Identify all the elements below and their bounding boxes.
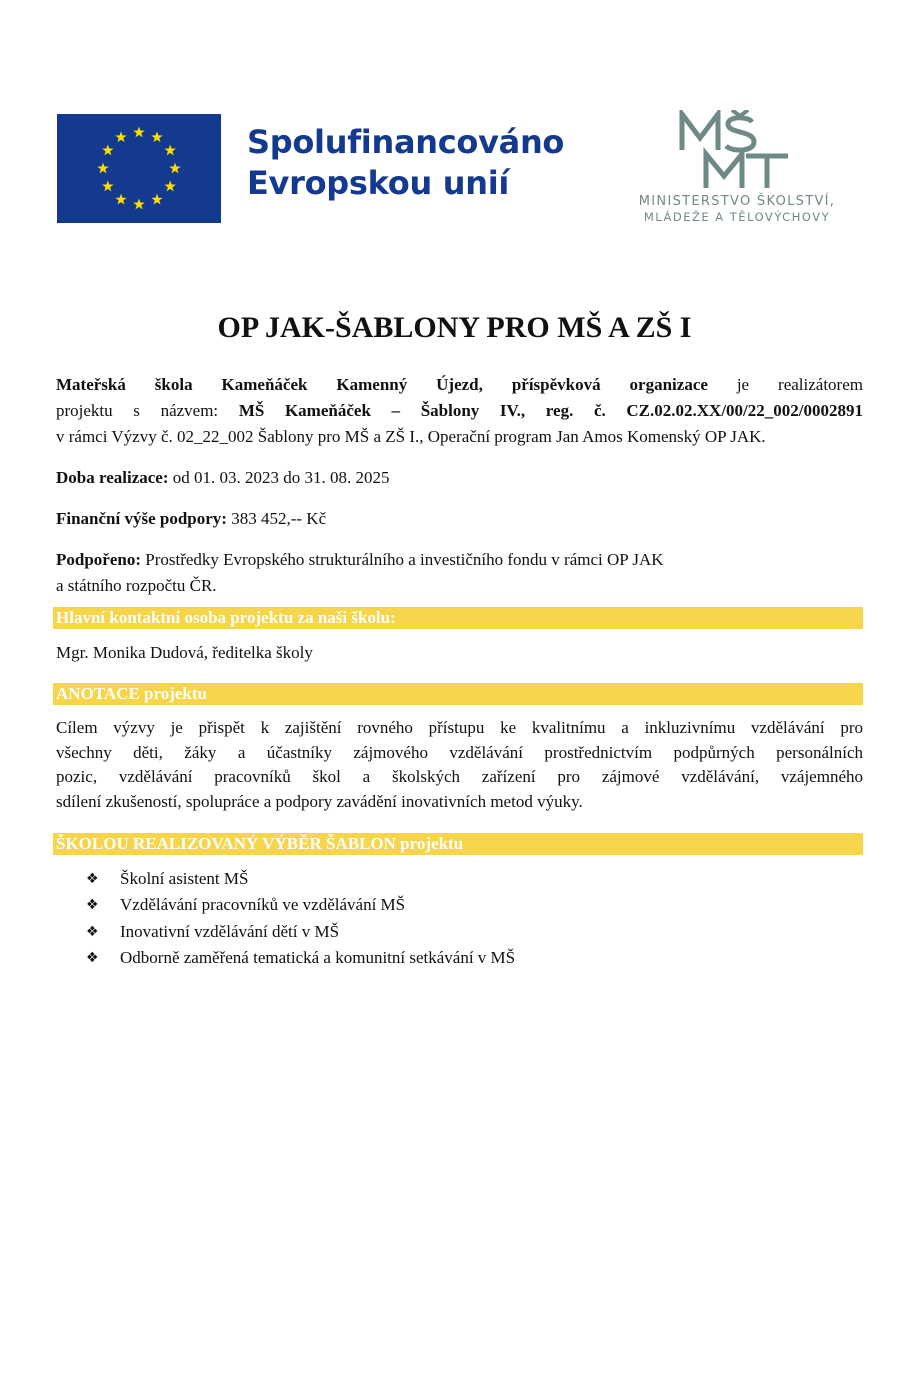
anotace-line: sdílení zkušeností, spolupráce a podpory zavádění inovativních metod výuky. bbox=[56, 791, 583, 811]
school-name: Mateřská škola Kameňáček Kamenný Újezd, příspěvková organizace bbox=[56, 375, 708, 394]
anotace-line: všechny děti, žáky a účastníky zájmového vzdělávání prostřednictvím podpůrných personálních bbox=[56, 742, 863, 762]
eu-text-line1: Spolufinancováno bbox=[247, 123, 565, 161]
list-item bbox=[86, 866, 515, 892]
list-item-label: Odborně zaměřená tematická a komunitní setkávání v MŠ bbox=[120, 947, 516, 967]
doba-value: od 01. 03. 2023 do 31. 08. 2025 bbox=[168, 468, 390, 487]
intro-text-2: projektu s názvem: bbox=[56, 401, 239, 420]
eu-star-icon bbox=[151, 194, 162, 205]
kontakt-heading: Hlavní kontaktní osoba projektu za naši školu: bbox=[53, 607, 863, 629]
eu-star-icon bbox=[164, 145, 175, 156]
kontakt-person: Mgr. Monika Dudová, ředitelka školy bbox=[56, 643, 313, 662]
msmt-name-line1: MINISTERSTVO ŠKOLSTVÍ, bbox=[638, 194, 836, 209]
anotace-line: pozic, vzdělávání pracovníků škol a školských zařízení pro zájmové vzdělávání, vzájemného bbox=[56, 767, 863, 786]
list-item-label: Vzdělávání pracovníků ve vzdělávání MŠ bbox=[120, 895, 406, 915]
page-title: OP JAK-ŠABLONY PRO MŠ A ZŠ I bbox=[217, 311, 692, 344]
diamond-bullet-icon: ❖ bbox=[86, 871, 99, 887]
podporeno-label: Podpořeno: bbox=[56, 550, 141, 569]
diamond-bullet-icon: ❖ bbox=[86, 897, 99, 914]
sablony-list bbox=[86, 866, 515, 971]
financni-value: 383 452,-- Kč bbox=[226, 509, 327, 528]
msmt-name-line2: MLÁDEŽE A TĚLOVÝCHOVY bbox=[643, 210, 831, 224]
list-item bbox=[86, 919, 515, 945]
anotace-heading: ANOTACE projektu bbox=[53, 683, 863, 705]
list-item bbox=[86, 945, 515, 971]
podporeno-value-1: Prostředky Evropského strukturálního a investičního fondu v rámci OP JAK bbox=[141, 550, 664, 569]
eu-text-line2: Evropskou unií bbox=[247, 164, 510, 202]
eu-star-icon bbox=[115, 131, 126, 142]
intro-text-3: v rámci Výzvy č. 02_22_002 Šablony pro MŠ a ZŠ I., Operační program Jan Amos Komenský OP JAK. bbox=[56, 427, 766, 446]
eu-star-icon bbox=[133, 199, 144, 210]
eu-star-icon bbox=[133, 127, 144, 138]
msmt-monogram-icon bbox=[676, 110, 796, 190]
msmt-logo bbox=[612, 110, 862, 230]
eu-star-icon bbox=[115, 194, 126, 205]
intro-text-1: je realizátorem bbox=[707, 375, 863, 394]
doba-realizace bbox=[56, 465, 863, 491]
list-item-label: Školní asistent MŠ bbox=[120, 869, 249, 888]
podporeno bbox=[56, 547, 863, 599]
diamond-bullet-icon: ❖ bbox=[86, 949, 99, 966]
eu-star-icon bbox=[151, 131, 162, 142]
eu-flag-icon bbox=[57, 114, 221, 223]
eu-star-icon bbox=[102, 181, 113, 192]
sablony-heading: ŠKOLOU REALIZOVANÝ VÝBĚR ŠABLON projektu bbox=[53, 833, 863, 855]
eu-star-icon bbox=[164, 181, 175, 192]
doba-label: Doba realizace: bbox=[56, 468, 169, 487]
intro-paragraph bbox=[56, 372, 863, 450]
diamond-bullet-icon: ❖ bbox=[86, 923, 99, 940]
financni-label: Finanční výše podpory: bbox=[56, 509, 227, 528]
list-item-label: Inovativní vzdělávání dětí v MŠ bbox=[120, 921, 340, 941]
anotace-text bbox=[56, 716, 863, 814]
list-item bbox=[86, 892, 515, 918]
financni-vyse bbox=[56, 506, 863, 532]
anotace-line: Cílem výzvy je přispět k zajištění rovného přístupu ke kvalitnímu a inkluzivnímu vzdělávání pro bbox=[56, 718, 863, 737]
eu-star-icon bbox=[97, 163, 108, 174]
eu-cofunding-text bbox=[247, 122, 577, 204]
eu-cofunding-logo bbox=[57, 114, 565, 224]
project-name: MŠ Kameňáček – Šablony IV., reg. č. CZ.02.02.XX/00/22_002/0002891 bbox=[238, 401, 863, 420]
podporeno-value-2: a státního rozpočtu ČR. bbox=[56, 576, 217, 595]
eu-star-icon bbox=[102, 145, 113, 156]
eu-star-icon bbox=[169, 163, 180, 174]
